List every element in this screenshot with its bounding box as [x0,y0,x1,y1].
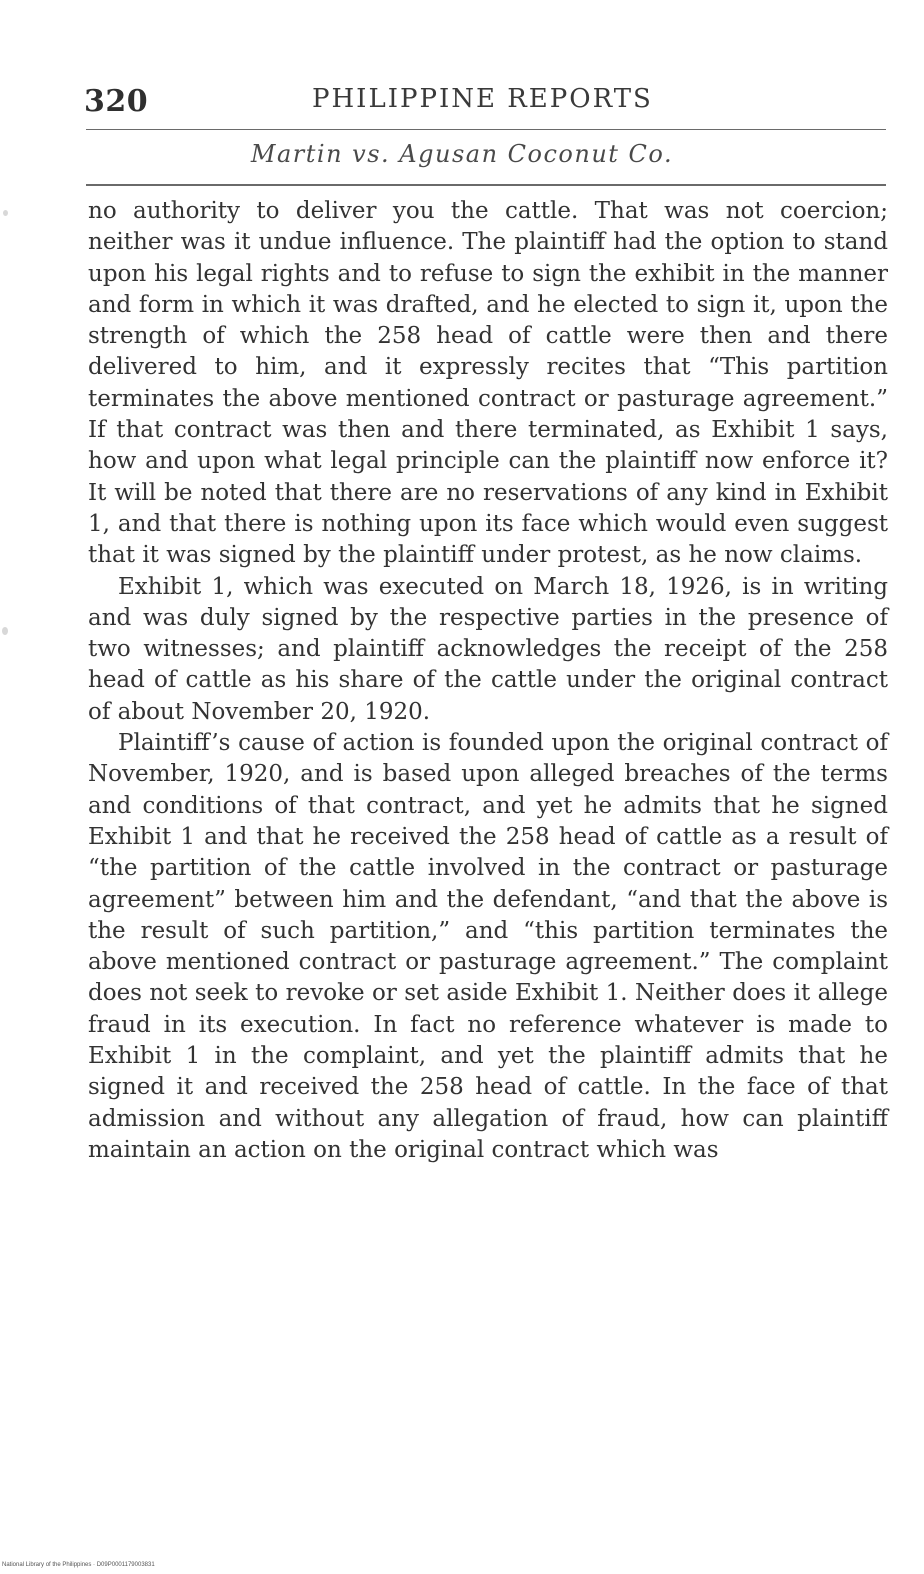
header-rule-bottom [86,184,886,186]
scan-speck [3,210,8,216]
scan-speck [2,627,8,635]
paragraph: no authority to deliver you the cattle. That was not coercion; neither was it undue influence. The plaintiff had the option to stand upon his legal rights and to refuse to sign the exhibit in the manner and form in which it was drafted, and he elected to sign it, upon the strength of which the 258 head of cattle were then and there delivered to him, and it expressly recites that “This partition terminates the above mentioned contract or pasturage agreement.” If that contract was then and there terminated, as Exhibit 1 says, how and upon what legal principle can the plaintiff now enforce it? It will be noted that there are no reservations of any kind in Exhibit 1, and that there is nothing upon its face which would even suggest that it was signed by the plaintiff under protest, as he now claims. [88,198,888,569]
paragraph: Plaintiff’s cause of action is founded upon the original contract of November, 1920, and is based upon alleged breaches of the terms and conditions of that contract, and yet he admits that he signed Exhibit 1 and that he received the 258 head of cattle as a result of “the partition of the cattle involved in the contract or pasturage agreement” between him and the defendant, “and that the above is the result of such partition,” and “this partition terminates the above mentioned contract or pasturage agreement.” The complaint does not seek to revoke or set aside Exhibit 1. Neither does it allege fraud in its execution. In fact no reference whatever is made to Exhibit 1 in the complaint, and yet the plaintiff admits that he signed it and received the 258 head of cattle. In the face of that admission and without any allegation of fraud, how can plaintiff maintain an action on the original contract which was [88,730,888,1163]
header-rule-top [86,129,886,130]
body-text [88,196,888,1166]
running-head: PHILIPPINE REPORTS [312,84,653,114]
page-number: 320 [84,84,149,119]
footer-source-line: National Library of the Philippines · D09P0001179003831 [2,1562,155,1568]
paragraph: Exhibit 1, which was executed on March 18, 1926, is in writing and was duly signed by the respective parties in the presence of two witnesses; and plaintiff acknowledges the receipt of the 258 head of cattle as his share of the cattle under the original contract of about November 20, 1920. [88,573,888,725]
case-title: Martin vs. Agusan Coconut Co. [250,140,674,168]
